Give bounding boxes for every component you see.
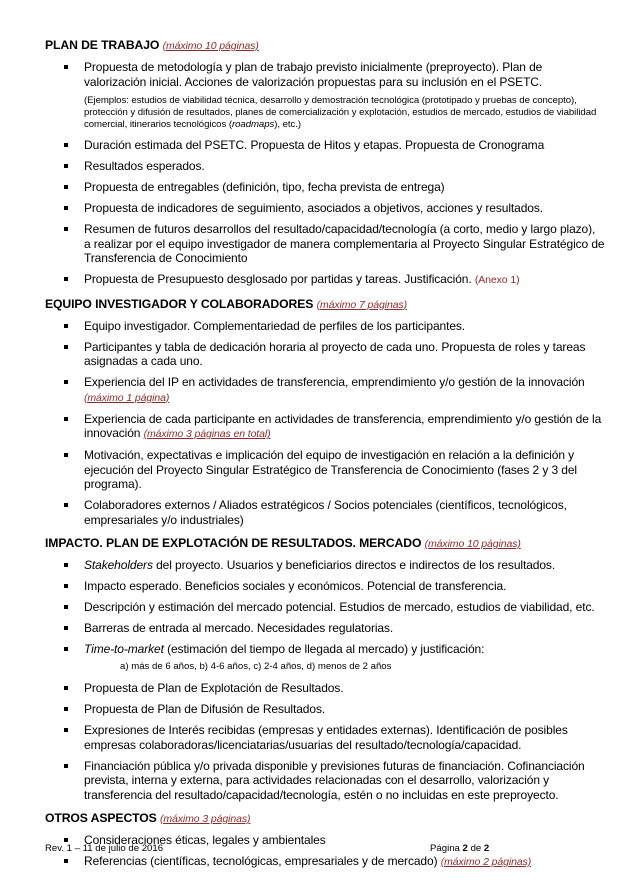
- examples-italic: roadmaps: [231, 118, 275, 130]
- item-text: Expresiones de Interés recibidas (empresas y entidades externas). Identificación de posibles empresas colaboradoras/licenciatarias/usuarias del resultado/tecnología/capacidad.: [84, 723, 568, 752]
- bullet-icon: [64, 227, 68, 231]
- list-item: [45, 681, 605, 696]
- bullet-icon: [64, 164, 68, 168]
- bullet-icon: [64, 859, 68, 863]
- annex-reference: (Anexo 1): [474, 274, 520, 287]
- item-text: Resultados esperados.: [84, 159, 205, 174]
- bullet-icon: [64, 707, 68, 711]
- page-limit-note: (máximo 3 páginas en total): [143, 428, 271, 441]
- bullet-icon: [64, 143, 68, 147]
- list-item: [45, 854, 605, 870]
- bullet-icon: [64, 380, 68, 384]
- item-text: Propuesta de Plan de Difusión de Resultados.: [84, 702, 326, 717]
- bullet-icon: [64, 686, 68, 690]
- item-text: Colaboradores externos / Aliados estratégicos / Socios potenciales (científicos, tecnológicos, empresariales y/o industriales): [84, 498, 567, 527]
- section-heading: PLAN DE TRABAJO: [45, 38, 160, 52]
- item-text: Descripción y estimación del mercado potencial. Estudios de mercado, estudios de viabilidad, etc.: [84, 600, 595, 615]
- item-text: Experiencia del IP en actividades de transferencia, emprendimiento y/o gestión de la innovación: [84, 375, 585, 390]
- page-limit-note: (máximo 2 páginas): [440, 856, 532, 869]
- list-item: [45, 412, 605, 442]
- examples-text: (Ejemplos: estudios de viabilidad técnica, desarrollo y demostración tecnológica (prototipado y pruebas de concepto), protección y difusión de resultados, planes de comercialización y explotación, estudios de mercado, estudios de viabilidad comercial, itinerarios tecnológicos (: [84, 94, 597, 130]
- section-heading: OTROS ASPECTOS: [45, 811, 157, 826]
- list-item: [45, 579, 605, 594]
- list-item: [45, 375, 605, 405]
- bullet-icon: [64, 563, 68, 567]
- list-item: [45, 272, 605, 288]
- bullet-icon: [64, 345, 68, 349]
- bullet-icon: [64, 605, 68, 609]
- section-title: [45, 536, 605, 552]
- examples-suffix: ), etc.): [274, 118, 302, 130]
- page-limit-note: (máximo 7 páginas): [316, 298, 407, 311]
- bullet-icon: [64, 206, 68, 210]
- section-equipo-investigador: [45, 297, 605, 528]
- bullet-icon: [64, 277, 68, 281]
- page-limit-note: (máximo 10 páginas): [424, 538, 521, 551]
- section-otros-aspectos: [45, 811, 605, 870]
- item-text: Duración estimada del PSETC. Propuesta de Hitos y etapas. Propuesta de Cronograma: [84, 138, 545, 153]
- item-text: Propuesta de metodología y plan de trabajo previsto inicialmente (preproyecto). Plan de valorización inicial. Acciones de valorización propuestas para su inclusión en el PSETC.: [84, 60, 543, 89]
- bullet-icon: [64, 764, 68, 768]
- item-text: Propuesta de entregables (definición, tipo, fecha prevista de entrega): [84, 180, 445, 195]
- list-item: [45, 319, 605, 334]
- item-text: del proyecto. Usuarios y beneficiarios directos e indirectos de los resultados.: [152, 558, 556, 573]
- bullet-icon: [64, 647, 68, 651]
- bullet-icon: [64, 584, 68, 588]
- item-text: Consideraciones éticas, legales y ambientales: [84, 833, 326, 848]
- page-limit-note: (máximo 1 página): [84, 391, 170, 404]
- bullet-icon: [64, 417, 68, 421]
- item-text: Financiación pública y/o privada disponible y previsiones futuras de financiación. Cofinanciación prevista, interna y externa, para actividades relacionadas con el desarrollo, valorización y transferencia del resultado/capacidad/tecnología, estén o no incluidas en este preproyecto.: [84, 758, 585, 802]
- bullet-icon: [64, 453, 68, 457]
- list-item: [45, 759, 605, 803]
- list-item: [45, 723, 605, 752]
- list-item: [45, 702, 605, 717]
- time-to-market-options: a) más de 6 años, b) 4-6 años, c) 2-4 años, d) menos de 2 años: [120, 661, 392, 673]
- item-text: Barreras de entrada al mercado. Necesidades regulatorias.: [84, 621, 394, 636]
- document-page: [45, 38, 605, 879]
- bullet-icon: [64, 324, 68, 328]
- list-item: [45, 340, 605, 369]
- section-title: [45, 297, 605, 313]
- list-item: [45, 558, 605, 573]
- page-total: 2: [483, 843, 490, 854]
- page-limit-note: (máximo 3 páginas): [160, 813, 251, 826]
- list-item: [45, 621, 605, 636]
- revision-date: Rev. 1 – 11 de julio de 2016: [45, 843, 164, 854]
- section-heading: EQUIPO INVESTIGADOR Y COLABORADORES: [45, 296, 314, 311]
- page-number: [430, 843, 489, 854]
- section-plan-de-trabajo: [45, 38, 605, 288]
- bullet-icon: [64, 503, 68, 507]
- item-text: (estimación del tiempo de llegada al mercado) y justificación:: [163, 642, 485, 657]
- bullet-icon: [64, 65, 68, 69]
- list-item: [45, 60, 605, 89]
- list-item: [45, 642, 605, 657]
- list-item: [45, 600, 605, 615]
- page-footer: [45, 843, 605, 854]
- item-text: Motivación, expectativas e implicación del equipo de investigación en relación a la definición y ejecución del Proyecto Singular Estratégico de Transferencia de Conocimiento (fases 2 y 3 del programa).: [84, 448, 577, 492]
- list-item: [45, 138, 605, 153]
- item-text: Referencias (científicas, tecnológicas, empresariales y de mercado): [84, 854, 438, 869]
- item-text: Propuesta de Presupuesto desglosado por partidas y tareas. Justificación.: [84, 272, 472, 287]
- page-limit-note: (máximo 10 páginas): [162, 40, 259, 52]
- item-text: Propuesta de Plan de Explotación de Resultados.: [84, 681, 344, 696]
- list-item: [45, 448, 605, 492]
- item-text: Experiencia de cada participante en actividades de transferencia, emprendimiento y/o gestión de la innovación: [84, 411, 602, 441]
- list-item: [45, 180, 605, 195]
- item-italic: Time-to-market: [84, 642, 164, 657]
- item-text: Resumen de futuros desarrollos del resultado/capacidad/tecnología (a corto, medio y largo plazo), a realizar por el equipo investigador de manera complementaria al Proyecto Singular Estratégico de Transferencia de Conocimiento: [84, 222, 605, 266]
- section-impacto: [45, 536, 605, 802]
- page-current: 2: [462, 843, 468, 854]
- bullet-icon: [64, 728, 68, 732]
- page-label: Página: [430, 843, 460, 854]
- list-item: [45, 159, 605, 174]
- page-sep: de: [470, 843, 482, 854]
- item-italic: Stakeholders: [84, 558, 153, 573]
- bullet-icon: [64, 626, 68, 630]
- item-text: Participantes y tabla de dedicación horaria al proyecto de cada uno. Propuesta de roles y tareas asignadas a cada uno.: [84, 339, 586, 369]
- bullet-icon: [64, 838, 68, 842]
- list-item: [45, 498, 605, 527]
- item-text: Propuesta de indicadores de seguimiento, asociados a objetivos, acciones y resultados.: [84, 201, 544, 216]
- item-text: Equipo investigador. Complementariedad de perfiles de los participantes.: [84, 318, 466, 333]
- section-title: [45, 38, 605, 54]
- item-text: Impacto esperado. Beneficios sociales y económicos. Potencial de transferencia.: [84, 579, 507, 594]
- list-item: [45, 201, 605, 216]
- section-title: [45, 811, 605, 827]
- examples-note: [45, 95, 605, 132]
- list-item: [45, 222, 605, 266]
- section-heading: IMPACTO. PLAN DE EXPLOTACIÓN DE RESULTADOS. MERCADO: [45, 536, 422, 551]
- bullet-icon: [64, 185, 68, 189]
